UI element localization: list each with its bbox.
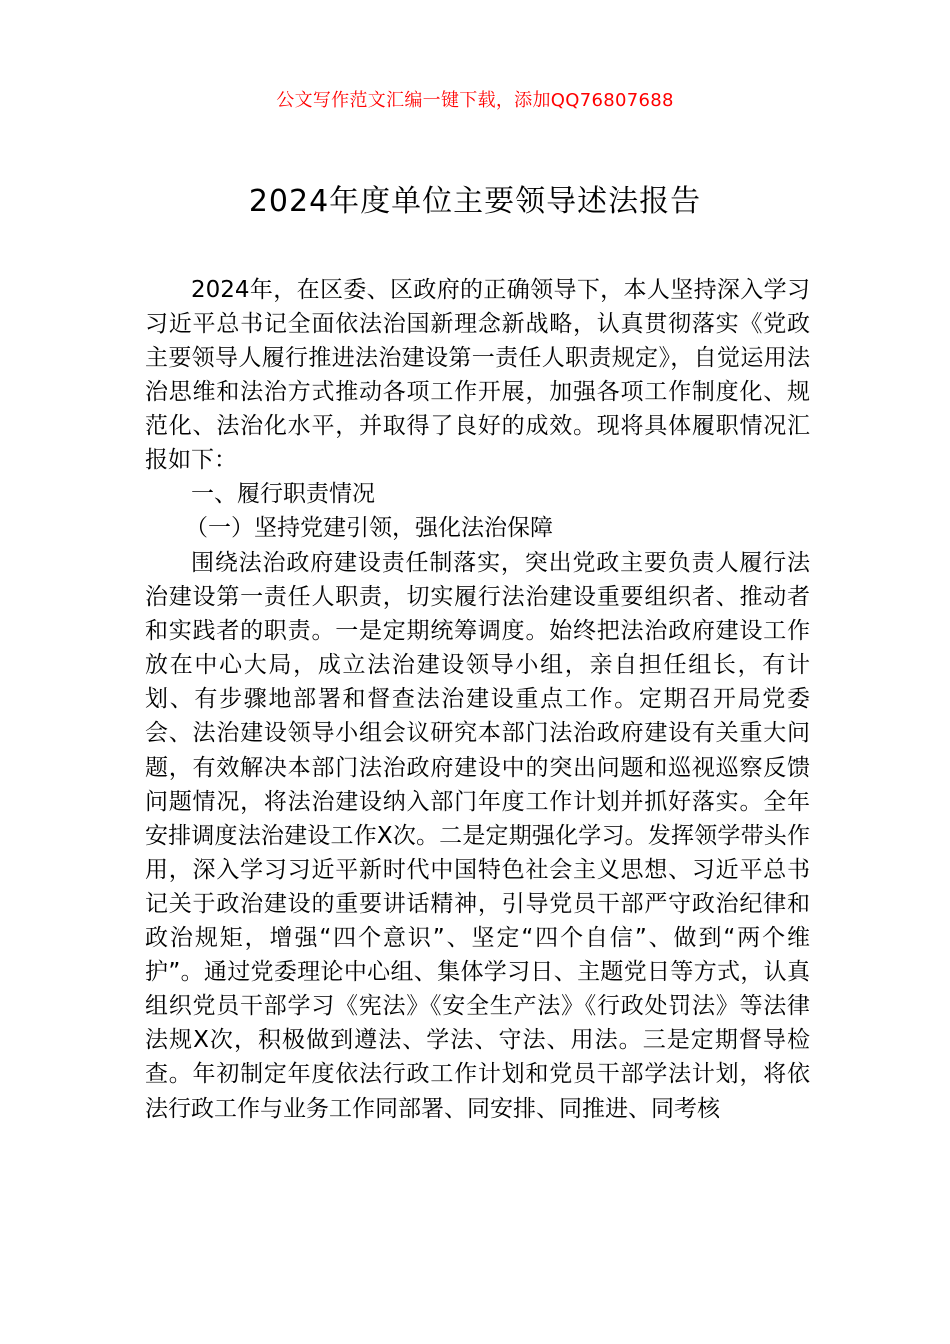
- intro-paragraph-text: 2024年，在区委、区政府的正确领导下，本人坚持深入学习习近平总书记全面依法治国新理念新战略，认真贯彻落实《党政主要领导人履行推进法治建设第一责任人职责规定》，自觉运用法治思维和法治方式推动各项工作开展，加强各项工作制度化、规范化、法治化水平，并取得了良好的成效。现将具体履职情况汇报如下：: [145, 277, 810, 474]
- document-title: 2024年度单位主要领导述法报告: [248, 184, 702, 219]
- subsection-heading: [145, 511, 810, 545]
- body-paragraph-text: 围绕法治政府建设责任制落实，突出党政主要负责人履行法治建设第一责任人职责，切实履行法治建设重要组织者、推动者和实践者的职责。一是定期统筹调度。始终把法治政府建设工作放在中心大局，成立法治建设领导小组，亲自担任组长，有计划、有步骤地部署和督查法治建设重点工作。定期召开局党委会、法治建设领导小组会议研究本部门法治政府建设有关重大问题，有效解决本部门法治政府建设中的突出问题和巡视巡察反馈问题情况，将法治建设纳入部门年度工作计划并抓好落实。全年安排调度法治建设工作X次。二是定期强化学习。发挥领学带头作用，深入学习习近平新时代中国特色社会主义思想、习近平总书记关于政治建设的重要讲话精神，引导党员干部严守政治纪律和政治规矩，增强“四个意识”、坚定“四个自信”、做到“两个维护”。通过党委理论中心组、集体学习日、主题党日等方式，认真组织党员干部学习《宪法》《安全生产法》《行政处罚法》等法律法规X次，积极做到遵法、学法、守法、用法。三是定期督导检查。年初制定年度依法行政工作计划和党员干部学法计划，将依法行政工作与业务工作同部署、同安排、同推进、同考核: [145, 550, 810, 1122]
- intro-paragraph: [145, 273, 810, 478]
- watermark-text: 公文写作范文汇编一键下载，添加QQ76807688: [276, 90, 674, 111]
- subsection-heading-text: （一）坚持党建引领，强化法治保障: [185, 515, 553, 541]
- body-paragraph: [145, 546, 810, 1126]
- section-heading: [145, 477, 810, 511]
- section-heading-text: 一、履行职责情况: [191, 481, 375, 507]
